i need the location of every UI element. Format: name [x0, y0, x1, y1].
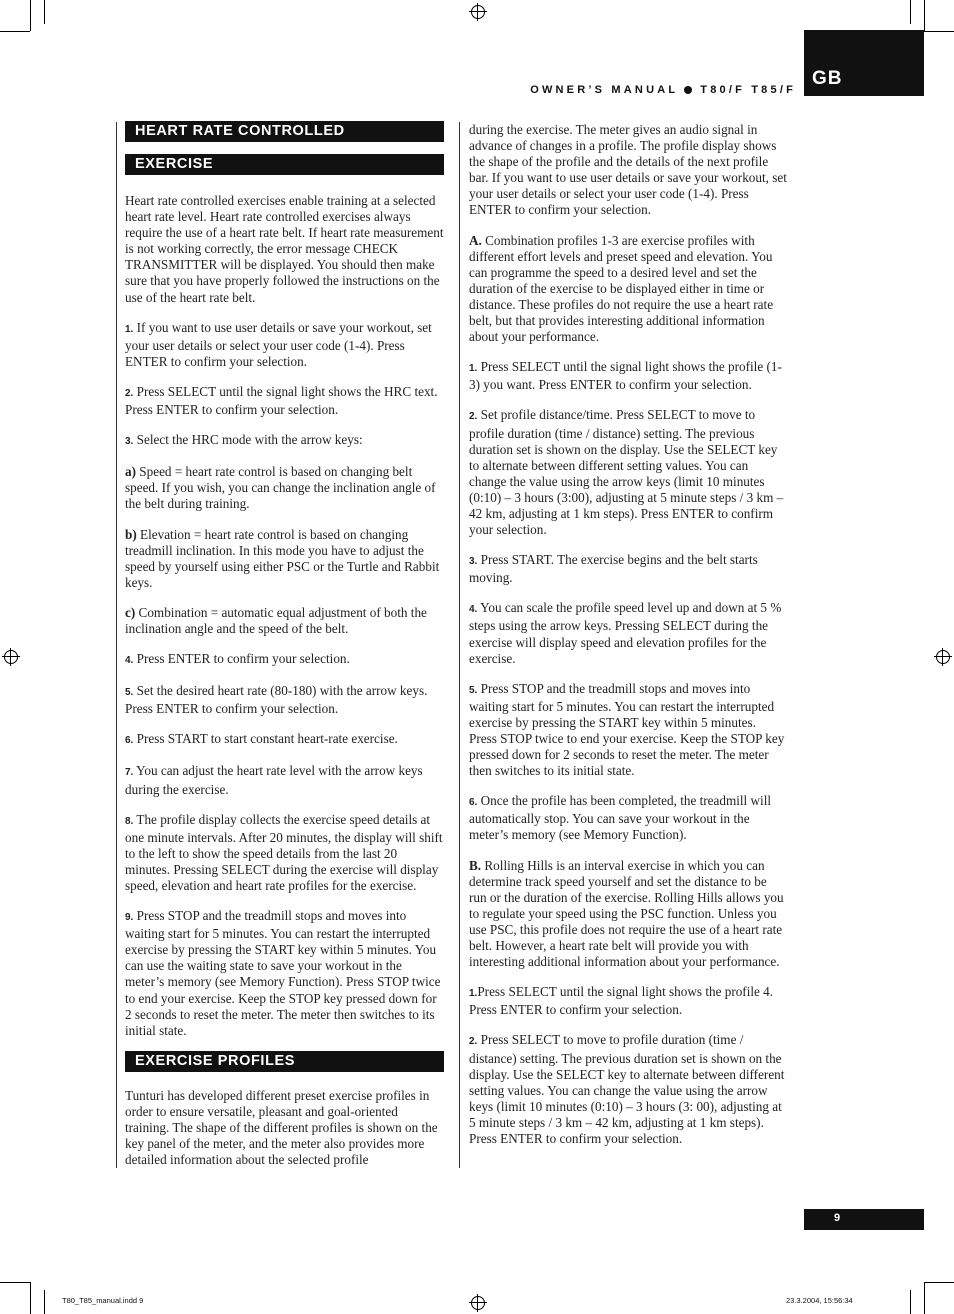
item-text: Combination = automatic equal adjustment of both the inclination angle and the speed of the belt. [125, 604, 427, 636]
step-list [469, 359, 787, 843]
column-rule [459, 122, 460, 1168]
section-a [469, 233, 787, 346]
bullet-icon [684, 86, 692, 94]
item-text: Press SELECT to move to profile duration (time / distance) setting. The previous duration set is shown on the display. Use the SELECT key to alternate between different setting values. You can change the value using the arrow keys (limit 10 minutes (0:10) – 3 hours (3: 00), adjusting at 5 minute steps / 3 km – 42 km, adjusting at 1 km steps). Press ENTER to confirm your selection. [469, 1032, 785, 1146]
item-number: 1. [469, 988, 478, 1000]
list-item [469, 1032, 787, 1147]
item-number: 2. [469, 1036, 478, 1048]
item-number: 5. [469, 684, 478, 696]
crop-mark [924, 1282, 954, 1283]
item-number: 9. [125, 912, 134, 924]
list-item [469, 984, 787, 1018]
registration-mark-icon [471, 1296, 485, 1310]
section-a-label: A. [469, 232, 482, 248]
list-item [469, 552, 787, 586]
column-rule [116, 122, 117, 1168]
item-number: b) [125, 526, 137, 542]
item-number: 3. [469, 556, 478, 568]
list-item [469, 793, 787, 843]
left-column [125, 121, 444, 1182]
item-number: a) [125, 464, 136, 480]
list-item [125, 384, 444, 418]
crop-mark [910, 0, 911, 24]
item-number: 6. [469, 797, 478, 809]
mode-list [125, 464, 444, 637]
item-number: 8. [125, 815, 134, 827]
section-heading: EXERCISE PROFILES [125, 1051, 444, 1072]
crop-mark [44, 1290, 45, 1314]
crop-mark [30, 1282, 31, 1314]
language-label: GB [812, 68, 843, 89]
step-list [469, 984, 787, 1147]
crop-mark [910, 1290, 911, 1314]
continued-paragraph: during the exercise. The meter gives an audio signal in advance of changes in a profile. The profile display shows the shape of the profile and the details of the next profile bar. If you want to use user details or save your workout, set your user details or select your user code (1-4). Press ENTER to confirm your selection. [469, 122, 787, 218]
item-number: 1. [469, 363, 478, 375]
list-item [125, 731, 444, 749]
registration-mark-icon [936, 650, 950, 664]
step-list [125, 320, 444, 451]
profiles-intro: Tunturi has developed different preset exercise profiles in order to ensure versatile, pleasant and goal-oriented training. The shape of the different profiles is shown on the key panel of the meter, and the meter also provides more detailed information about the selected profile [125, 1087, 438, 1168]
item-number: 2. [469, 411, 478, 423]
crop-mark [924, 1282, 925, 1314]
right-column [469, 122, 787, 1161]
list-item [469, 407, 787, 538]
section-b-text: Rolling Hills is an interval exercise in which you can determine track speed yourself and set the distance to be run or the duration of the exercise. Rolling Hills allows you to regulate your speed using the PSC function. Unless you use PSC, this profile does not require the use of a heart rate belt. However, a heart rate belt will provide you with interesting additional information about your performance. [469, 857, 784, 970]
item-number: 5. [125, 687, 134, 699]
item-text: Select the HRC mode with the arrow keys: [136, 432, 363, 448]
item-text: Press SELECT until the signal light shows the HRC text. Press ENTER to confirm your selection. [125, 383, 438, 418]
item-text: Set the desired heart rate (80-180) with the arrow keys. Press ENTER to confirm your selection. [125, 683, 428, 717]
item-text: Press ENTER to confirm your selection. [136, 651, 350, 667]
item-text: Press STOP and the treadmill stops and moves into waiting start for 5 minutes. You can restart the interrupted exercise by pressing the START key within 5 minutes. You can use the waiting state to save your workout in the meter’s memory (see Memory Function). Press STOP twice to end your exercise. Keep the STOP key pressed down for 2 seconds to reset the meter. The meter then switches to its initial state. [125, 908, 441, 1038]
section-b [469, 858, 787, 971]
item-text: You can adjust the heart rate level with the arrow keys during the exercise. [125, 763, 423, 797]
list-item [125, 605, 444, 637]
item-text: Press START to start constant heart-rate exercise. [136, 731, 398, 747]
item-text: If you want to use user details or save your workout, set your user details or select your user code (1-4). Press ENTER to confirm your selection. [125, 319, 432, 369]
crop-mark [30, 0, 31, 31]
section-b-label: B. [469, 857, 482, 873]
list-item [125, 812, 444, 894]
intro-paragraph: Heart rate controlled exercises enable training at a selected heart rate level. Heart rate controlled exercises always require the use of a heart rate belt. If heart rate measurement is not working correctly, the error message CHECK TRANSMITTER will be displayed. You should then make sure that you have properly followed the instructions on the use of the heart rate belt. [125, 193, 444, 305]
registration-mark-icon [4, 650, 18, 664]
item-number: 4. [125, 655, 134, 667]
item-text: Press STOP and the treadmill stops and moves into waiting start for 5 minutes. You can restart the interrupted exercise by pressing the START key within 5 minutes. Press STOP twice to end your exercise. Keep the STOP key pressed down for 2 seconds to reset the meter. The meter then switches to its initial state. [469, 680, 785, 779]
print-timestamp: 23.3.2004, 15:56:34 [786, 1296, 853, 1305]
item-number: 1. [125, 323, 134, 335]
crop-mark [0, 31, 30, 32]
list-item [125, 908, 444, 1039]
crop-mark [924, 0, 925, 31]
list-item [469, 681, 787, 780]
item-text: Elevation = heart rate control is based on changing treadmill inclination. In this mode you have to adjust the speed by yourself using either PSC or the Turtle and Rabbit keys. [125, 526, 440, 590]
item-text: Once the profile has been completed, the treadmill will automatically stop. You can save your workout in the meter’s memory (see Memory Function). [469, 793, 772, 843]
page-number: 9 [834, 1212, 841, 1224]
running-header [530, 84, 796, 96]
registration-mark-icon [471, 5, 485, 19]
item-text: The profile display collects the exercise speed details at one minute intervals. After 20 minutes, the display will shift to the left to show the speed details from the last 20 minutes. Pressing SELECT during the exercise will display speed, elevation and heart rate profiles for the exercise. [125, 811, 443, 893]
item-number: 2. [125, 387, 134, 399]
section-a-text: Combination profiles 1-3 are exercise profiles with different effort levels and preset speed and elevation. You can programme the speed to a desired level and set the duration of the exercise to be displayed either in time or distance. These profiles do not require the use a heart rate belt, but that provides interesting additional information about your performance. [469, 232, 774, 345]
list-item [469, 600, 787, 666]
section-heading: HEART RATE CONTROLLED [125, 121, 444, 142]
model-names: T80/F T85/F [700, 84, 796, 96]
file-slug: T80_T85_manual.indd 9 [62, 1296, 144, 1305]
item-number: 7. [125, 767, 134, 779]
item-number: c) [125, 604, 136, 620]
page-number-box [804, 1209, 924, 1230]
item-text: Speed = heart rate control is based on changing belt speed. If you wish, you can change the inclination angle of the belt during training. [125, 464, 436, 512]
list-item [125, 464, 444, 512]
list-item [125, 763, 444, 797]
step-list [125, 651, 444, 1039]
item-text: Press START. The exercise begins and the belt starts moving. [469, 552, 758, 586]
section-heading: EXERCISE [125, 154, 444, 175]
item-number: 6. [125, 735, 134, 747]
manual-label: OWNER’S MANUAL [530, 84, 679, 96]
crop-mark [924, 31, 954, 32]
item-text: You can scale the profile speed level up and down at 5 % steps using the arrow keys. Pressing SELECT during the exercise will display speed and elevation profiles for the exercise. [469, 600, 782, 666]
list-item [125, 432, 444, 450]
item-text: Press SELECT until the signal light shows the profile 4. Press ENTER to confirm your selection. [469, 984, 774, 1018]
item-text: Press SELECT until the signal light shows the profile (1-3) you want. Press ENTER to confirm your selection. [469, 359, 782, 393]
list-item [125, 320, 444, 370]
item-text: Set profile distance/time. Press SELECT to move to profile duration (time / distance) setting. The previous duration set is shown on the display. Use the SELECT key to alternate between different setting values. You can change the value using the arrow keys (limit 10 minutes (0:10) – 3 hours (3:00), adjusting at 5 minute steps / 3 km – 42 km, adjusting at 1 km steps). Press ENTER to confirm your selection. [469, 407, 784, 538]
list-item [125, 683, 444, 717]
list-item [469, 359, 787, 393]
crop-mark [0, 1282, 30, 1283]
list-item [125, 527, 444, 591]
crop-mark [44, 0, 45, 24]
item-number: 4. [469, 604, 478, 616]
language-tab [804, 30, 924, 96]
list-item [125, 651, 444, 669]
item-number: 3. [125, 436, 134, 448]
